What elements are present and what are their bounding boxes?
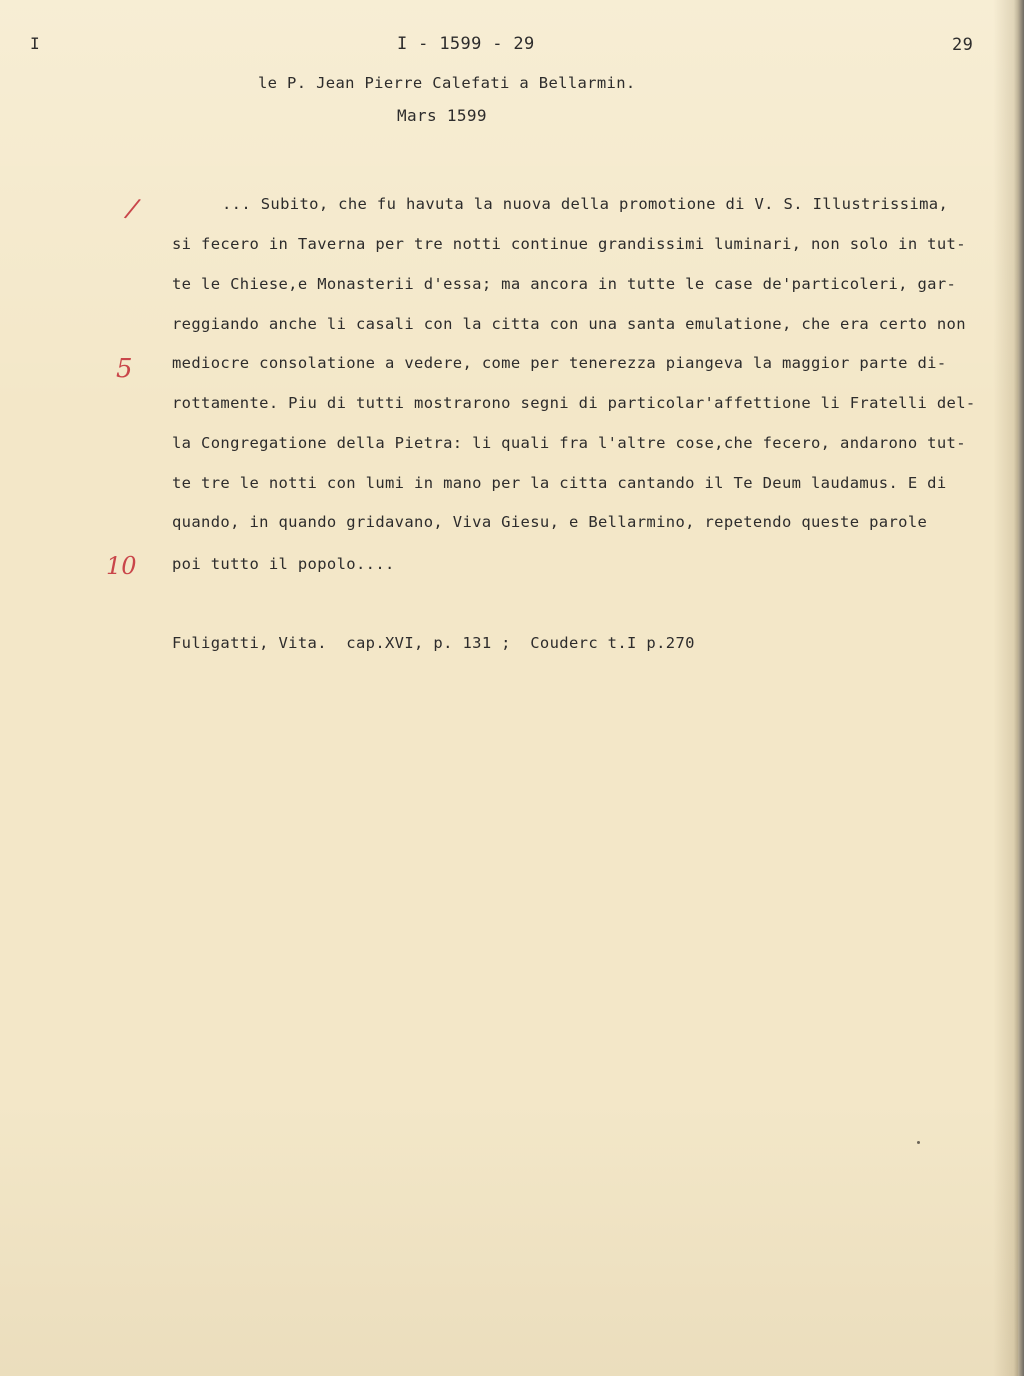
margin-line-number-5: 5 [116, 354, 133, 384]
body-line: te tre le notti con lumi in mano per la citta cantando il Te Deum laudamus. E di [172, 474, 947, 492]
letter-title: le P. Jean Pierre Calefati a Bellarmin. [258, 74, 636, 92]
document-reference: I - 1599 - 29 [397, 34, 535, 54]
margin-line-marker-1: / [124, 193, 140, 225]
body-line: poi tutto il popolo.... [172, 555, 395, 573]
body-line: la Congregatione della Pietra: li quali fra l'altre cose,che fecero, andarono tut- [172, 434, 966, 452]
paper-speck [917, 1141, 920, 1144]
volume-mark: I [30, 34, 40, 53]
body-line: ... Subito, che fu havuta la nuova della promotione di V. S. Illustrissima, [222, 195, 949, 213]
body-line: mediocre consolatione a vedere, come per tenerezza piangeva la maggior parte di- [172, 354, 947, 372]
body-line: rottamente. Piu di tutti mostrarono segni di particolar'affettione li Fratelli del- [172, 394, 976, 412]
page-edge-shadow [1018, 0, 1024, 1376]
page-number: 29 [952, 35, 974, 55]
body-line: si fecero in Taverna per tre notti continue grandissimi luminari, non solo in tut- [172, 235, 966, 253]
body-line: te le Chiese,e Monasterii d'essa; ma ancora in tutte le case de'particoleri, gar- [172, 275, 957, 293]
body-line: quando, in quando gridavano, Viva Giesu, e Bellarmino, repetendo queste parole [172, 513, 928, 531]
margin-line-number-10: 10 [106, 552, 137, 580]
letter-date: Mars 1599 [397, 106, 487, 125]
body-line: reggiando anche li casali con la citta con una santa emulatione, che era certo non [172, 315, 966, 333]
source-citation: Fuligatti, Vita. cap.XVI, p. 131 ; Couderc t.I p.270 [172, 634, 695, 652]
